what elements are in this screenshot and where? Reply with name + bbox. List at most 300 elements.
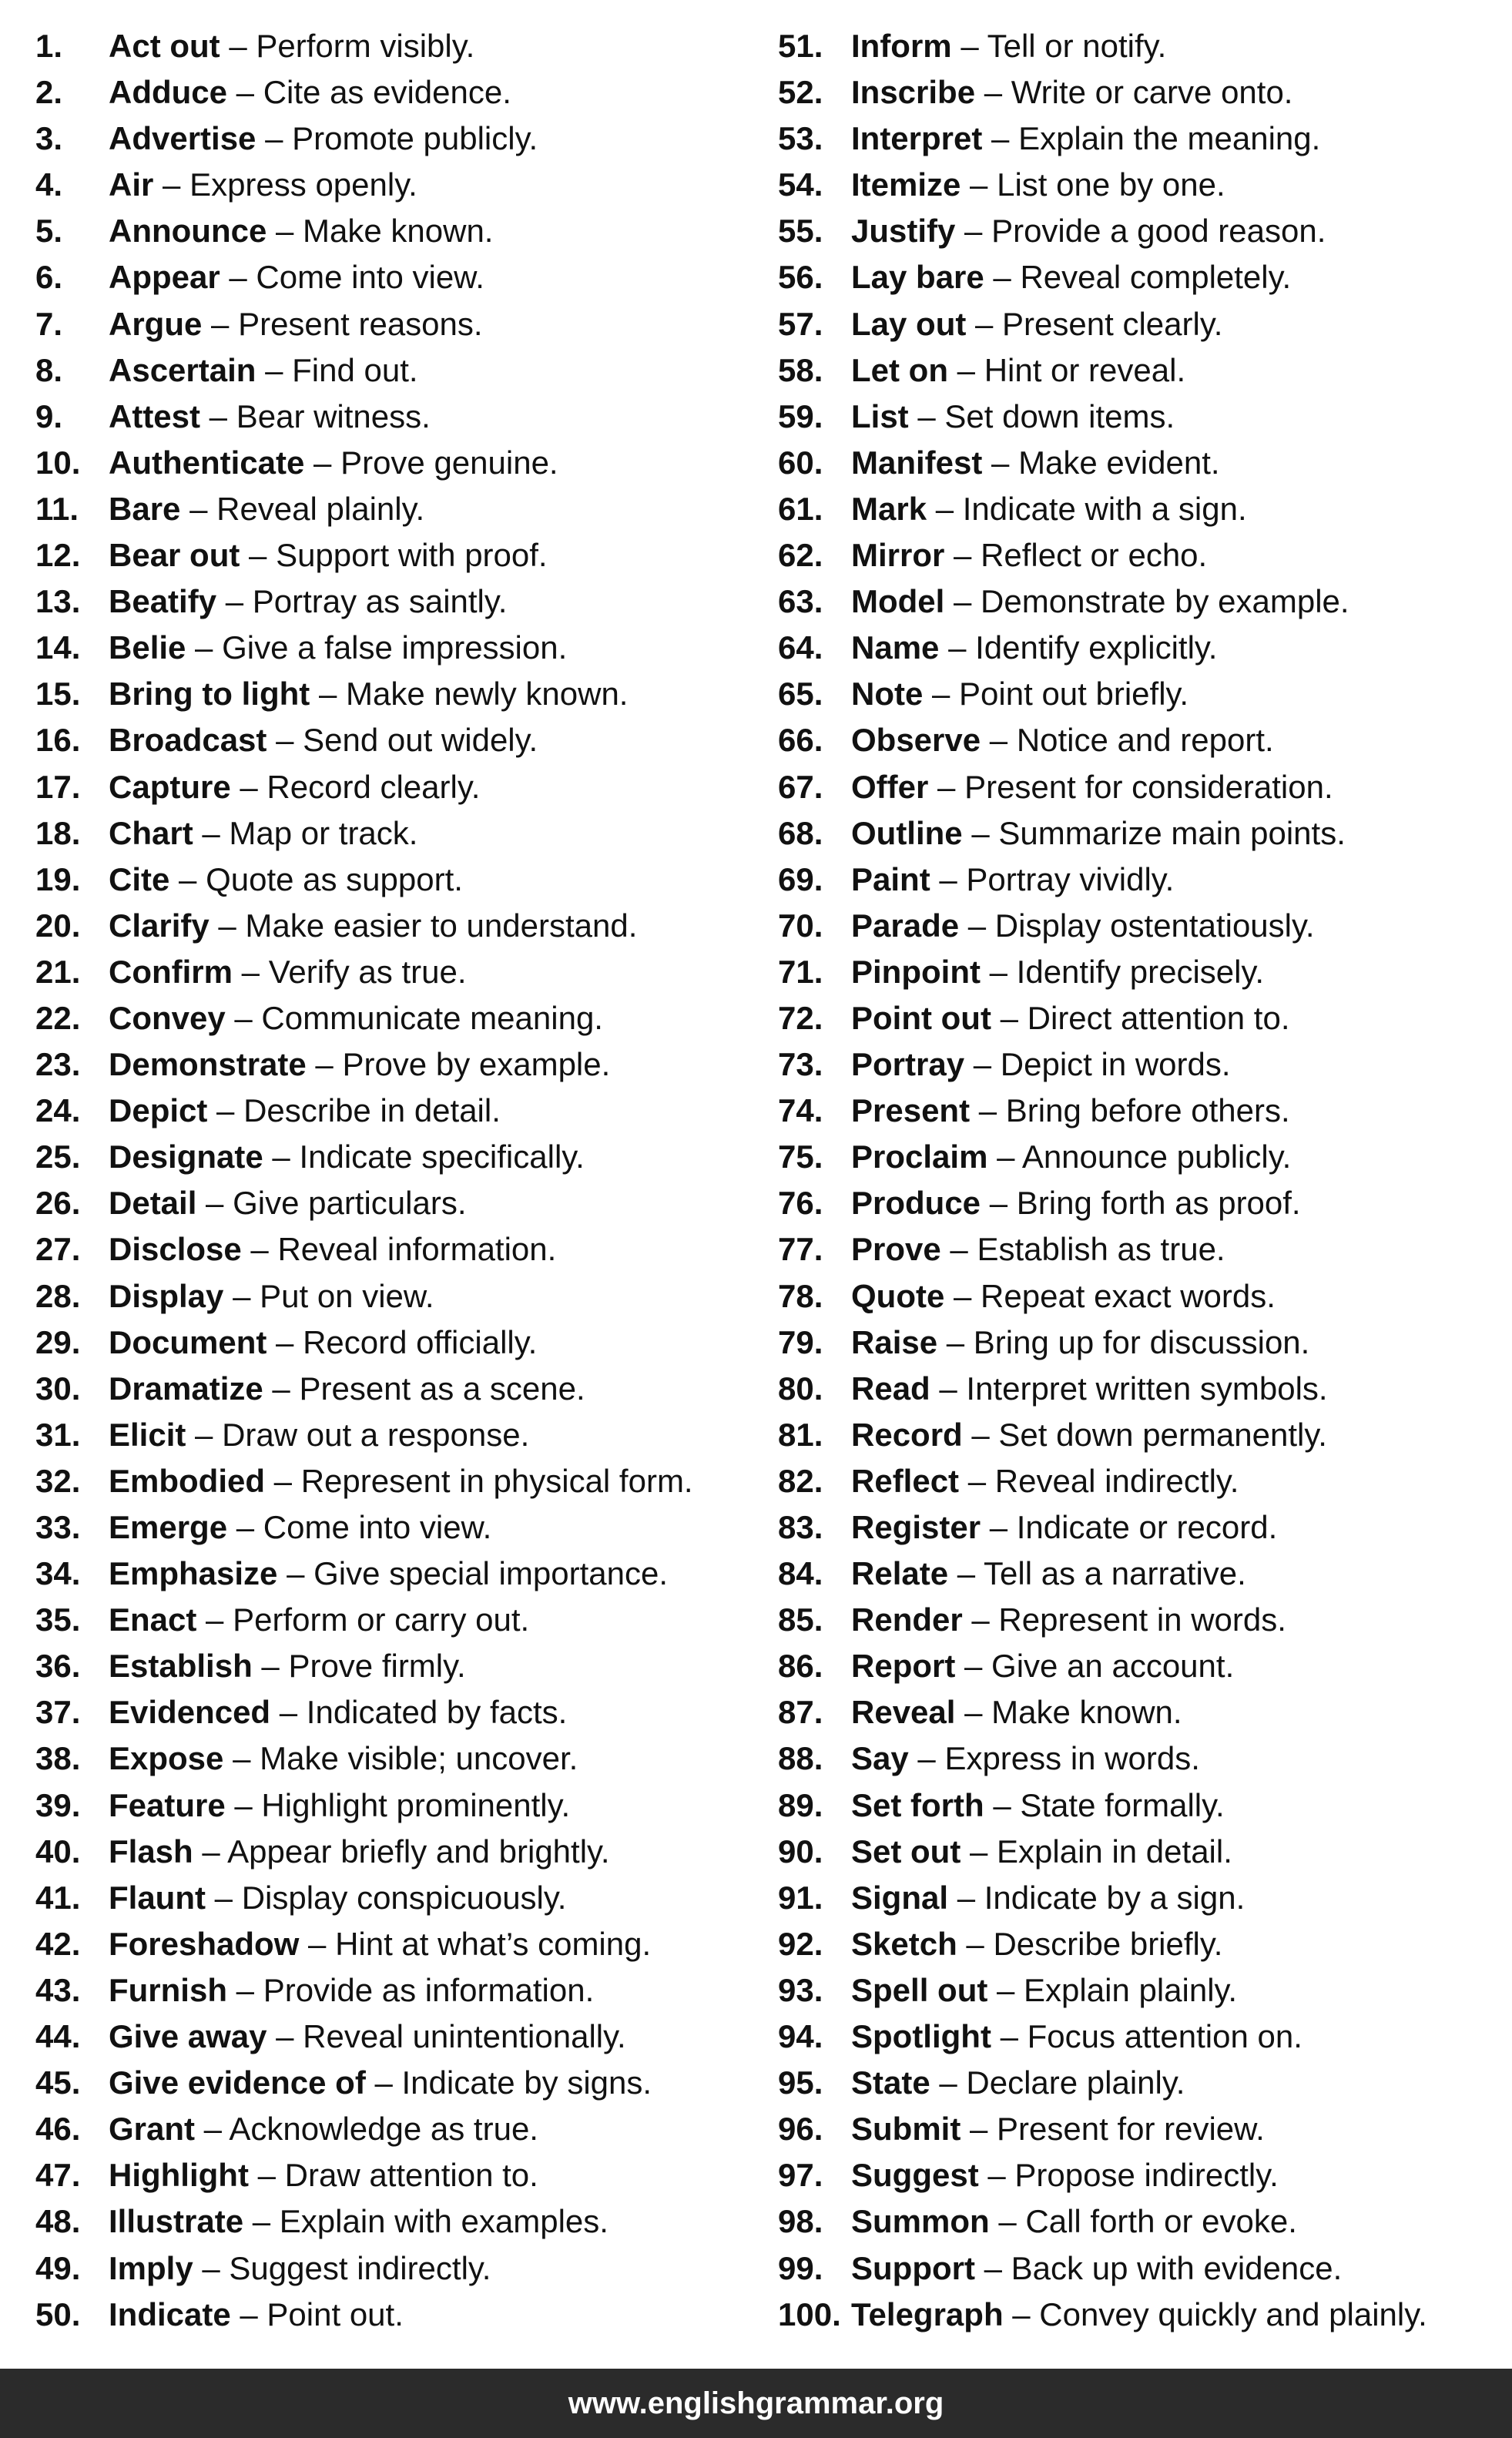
item-definition: Portray vividly. (966, 860, 1175, 897)
item-term: Submit (851, 2111, 961, 2148)
item-term: Disclose (109, 1231, 242, 1268)
item-separator: – (304, 444, 341, 481)
item-number: 100. (778, 2295, 841, 2332)
list-item (35, 949, 775, 995)
item-separator: – (180, 490, 217, 527)
item-content (109, 162, 417, 208)
list-item (35, 2245, 775, 2292)
item-content (109, 254, 484, 300)
item-number: 57. (778, 305, 823, 342)
list-item (35, 857, 775, 903)
list-item (778, 486, 1512, 532)
item-number: 29. (35, 1323, 81, 1360)
item-term: Name (851, 629, 940, 666)
list-item (35, 625, 775, 671)
item-term: Indicate (109, 2295, 231, 2332)
item-number: 89. (778, 1786, 823, 1823)
item-definition: Bring before others. (1005, 1092, 1290, 1129)
item-separator: – (981, 722, 1017, 759)
list-item (35, 2106, 775, 2152)
item-term: Bring to light (109, 676, 310, 713)
list-item (778, 1458, 1512, 1504)
list-item (35, 1597, 775, 1643)
item-number: 70. (778, 907, 823, 944)
item-separator: – (223, 1740, 260, 1777)
item-content (851, 1458, 1239, 1504)
item-definition: Bring forth as proof. (1016, 1185, 1301, 1222)
item-term: Document (109, 1323, 267, 1360)
item-separator: – (220, 28, 256, 64)
item-content (109, 2198, 608, 2245)
item-definition: State formally. (1020, 1786, 1225, 1823)
list-item (35, 347, 775, 394)
item-definition: Find out. (292, 351, 418, 388)
list-item (778, 1180, 1512, 1226)
list-item (778, 578, 1512, 625)
item-separator: – (241, 1231, 278, 1268)
item-content (109, 2292, 404, 2338)
item-content (851, 1226, 1225, 1273)
item-term: Depict (109, 1092, 208, 1129)
item-definition: Indicated by facts. (306, 1694, 568, 1731)
item-number: 3. (35, 120, 63, 157)
item-definition: Point out. (267, 2295, 404, 2332)
item-content (851, 1782, 1225, 1829)
item-content (851, 440, 1220, 486)
item-content (109, 995, 603, 1041)
item-separator: – (961, 166, 997, 203)
item-content (109, 1735, 578, 1782)
item-content (109, 1412, 529, 1458)
list-item (778, 1597, 1512, 1643)
list-item (35, 2060, 775, 2106)
item-definition: Give a false impression. (222, 629, 568, 666)
item-definition: Explain with examples. (279, 2203, 608, 2240)
item-separator: – (270, 1694, 307, 1731)
item-term: Give away (109, 2018, 267, 2055)
item-term: Offer (851, 768, 929, 805)
item-term: Furnish (109, 1971, 227, 2008)
item-definition: Suggest indirectly. (229, 2249, 491, 2286)
item-definition: Bring up for discussion. (973, 1323, 1310, 1360)
list-item (35, 1551, 775, 1597)
list-item (778, 764, 1512, 810)
list-item (778, 116, 1512, 162)
list-item (35, 301, 775, 347)
item-separator: – (980, 953, 1017, 990)
item-content (109, 347, 418, 394)
item-number: 30. (35, 1370, 81, 1407)
item-definition: Point out briefly. (959, 676, 1189, 713)
item-number: 15. (35, 676, 81, 713)
item-definition: Make newly known. (345, 676, 629, 713)
item-content (109, 764, 480, 810)
item-separator: – (195, 2111, 230, 2148)
item-content (109, 2106, 538, 2152)
list-item (35, 1875, 775, 1921)
list-item (35, 717, 775, 763)
item-term: Summon (851, 2203, 990, 2240)
list-item (35, 1967, 775, 2014)
item-definition: Perform visibly. (256, 28, 475, 64)
item-term: Manifest (851, 444, 983, 481)
item-term: Embodied (109, 1462, 266, 1499)
item-definition: Focus attention on. (1027, 2018, 1302, 2055)
item-content (851, 903, 1315, 949)
item-separator: – (959, 907, 995, 944)
item-separator: – (243, 2203, 280, 2240)
list-item (778, 1134, 1512, 1180)
item-number: 34. (35, 1555, 81, 1592)
item-definition: Describe in detail. (243, 1092, 501, 1129)
list-item (778, 903, 1512, 949)
item-number: 75. (778, 1139, 823, 1175)
item-content (851, 486, 1247, 532)
item-content (109, 1551, 668, 1597)
list-item (35, 1643, 775, 1689)
item-separator: – (227, 1509, 263, 1545)
item-content (109, 1875, 566, 1921)
item-term: Suggest (851, 2157, 979, 2194)
list-item (35, 2292, 775, 2338)
list-item (778, 208, 1512, 254)
item-number: 98. (778, 2203, 823, 2240)
item-number: 52. (778, 74, 823, 111)
item-term: Record (851, 1416, 963, 1453)
item-separator: – (267, 722, 303, 759)
item-content (851, 2292, 1427, 2338)
item-term: Convey (109, 999, 226, 1036)
item-content (851, 2152, 1279, 2198)
item-definition: Set down items. (944, 397, 1175, 434)
item-content (851, 2106, 1265, 2152)
item-term: State (851, 2064, 930, 2101)
item-term: Bare (109, 490, 181, 527)
item-definition: Give particulars. (233, 1185, 467, 1222)
list-item (778, 1551, 1512, 1597)
item-term: Note (851, 676, 924, 713)
item-number: 24. (35, 1092, 81, 1129)
item-content (851, 578, 1349, 625)
item-separator: – (1003, 2295, 1040, 2332)
item-definition: Make easier to understand. (245, 907, 638, 944)
item-term: Emphasize (109, 1555, 278, 1592)
item-content (851, 1088, 1290, 1134)
item-separator: – (186, 1416, 223, 1453)
list-item (778, 1735, 1512, 1782)
list-item (778, 440, 1512, 486)
item-definition: Promote publicly. (292, 120, 538, 157)
list-item (778, 671, 1512, 717)
item-number: 86. (778, 1648, 823, 1685)
item-separator: – (267, 213, 303, 250)
item-term: Relate (851, 1555, 949, 1592)
item-term: List (851, 397, 909, 434)
item-definition: Set down permanently. (998, 1416, 1327, 1453)
item-separator: – (984, 259, 1021, 296)
list-item (778, 1088, 1512, 1134)
list-item (778, 625, 1512, 671)
item-separator: – (939, 629, 976, 666)
item-definition: Represent in physical form. (300, 1462, 693, 1499)
item-definition: Make known. (303, 213, 494, 250)
list-item (35, 903, 775, 949)
list-item (778, 995, 1512, 1041)
item-separator: – (233, 953, 269, 990)
list-item (778, 1829, 1512, 1875)
item-number: 49. (35, 2249, 81, 2286)
item-definition: Back up with evidence. (1011, 2249, 1343, 2286)
item-definition: Represent in words. (998, 1601, 1286, 1638)
item-definition: Acknowledge as true. (229, 2111, 538, 2148)
item-separator: – (930, 1370, 967, 1407)
item-separator: – (962, 1416, 999, 1453)
item-content (109, 301, 483, 347)
item-definition: Make evident. (1018, 444, 1220, 481)
item-separator: – (981, 1509, 1017, 1545)
item-separator: – (930, 860, 967, 897)
item-number: 43. (35, 1971, 81, 2008)
list-item (35, 764, 775, 810)
item-content (851, 2014, 1302, 2060)
list-item (35, 1412, 775, 1458)
item-term: Broadcast (109, 722, 267, 759)
item-content (109, 857, 463, 903)
item-number: 61. (778, 490, 823, 527)
item-term: Telegraph (851, 2295, 1004, 2332)
list-item (778, 717, 1512, 763)
item-definition: Present reasons. (238, 305, 483, 342)
item-separator: – (928, 768, 965, 805)
item-separator: – (991, 999, 1028, 1036)
item-term: Feature (109, 1786, 226, 1823)
item-number: 50. (35, 2295, 81, 2332)
item-separator: – (948, 1879, 984, 1916)
item-term: Observe (851, 722, 981, 759)
item-number: 5. (35, 213, 63, 250)
item-content (851, 254, 1291, 300)
item-definition: Present for review. (997, 2111, 1265, 2148)
list-item (35, 208, 775, 254)
item-term: Parade (851, 907, 960, 944)
item-separator: – (186, 629, 223, 666)
item-number: 71. (778, 953, 823, 990)
item-number: 87. (778, 1694, 823, 1731)
item-content (109, 2245, 491, 2292)
list-item (778, 1041, 1512, 1088)
item-number: 36. (35, 1648, 81, 1685)
item-content (109, 23, 474, 69)
item-separator: – (209, 907, 246, 944)
list-item (35, 578, 775, 625)
item-content (109, 116, 538, 162)
item-definition: Provide as information. (263, 1971, 595, 2008)
item-term: Announce (109, 213, 267, 250)
item-content (109, 1458, 693, 1504)
item-content (851, 717, 1274, 763)
item-definition: Tell as a narrative. (984, 1555, 1246, 1592)
item-separator: – (193, 814, 230, 851)
item-separator: – (193, 1833, 228, 1870)
list-item (778, 1320, 1512, 1366)
item-content (851, 949, 1264, 995)
item-content (851, 625, 1217, 671)
item-content (109, 717, 538, 763)
item-content (851, 1551, 1246, 1597)
item-content (109, 949, 466, 995)
item-separator: – (987, 1971, 1024, 2008)
item-definition: Explain in detail. (997, 1833, 1232, 1870)
list-item (35, 1088, 775, 1134)
item-definition: Present for consideration. (964, 768, 1333, 805)
item-separator: – (975, 74, 1011, 111)
item-number: 76. (778, 1185, 823, 1222)
list-item (35, 532, 775, 578)
list-item (35, 1921, 775, 1967)
item-definition: Reflect or echo. (981, 537, 1208, 574)
item-content (109, 2060, 652, 2106)
list-item (35, 1735, 775, 1782)
item-content (109, 69, 511, 116)
item-term: Cite (109, 860, 170, 897)
item-definition: Make known. (991, 1694, 1182, 1731)
item-term: Beatify (109, 583, 217, 620)
item-separator: – (196, 1601, 233, 1638)
item-number: 42. (35, 1925, 81, 1962)
item-definition: Reveal information. (277, 1231, 557, 1268)
item-number: 80. (778, 1370, 823, 1407)
item-separator: – (984, 1786, 1021, 1823)
item-separator: – (265, 1462, 301, 1499)
item-term: Illustrate (109, 2203, 244, 2240)
item-content (851, 347, 1185, 394)
item-content (109, 1320, 537, 1366)
item-definition: Draw out a response. (222, 1416, 530, 1453)
item-number: 4. (35, 166, 63, 203)
item-number: 90. (778, 1833, 823, 1870)
list-item (35, 2152, 775, 2198)
list-item (35, 162, 775, 208)
list-item (778, 2106, 1512, 2152)
item-definition: Express in words. (944, 1740, 1200, 1777)
item-term: Itemize (851, 166, 961, 203)
item-term: Demonstrate (109, 1046, 307, 1083)
item-term: Set out (851, 1833, 961, 1870)
item-number: 2. (35, 74, 63, 111)
list-item (778, 857, 1512, 903)
item-number: 28. (35, 1277, 81, 1314)
list-item (778, 1643, 1512, 1689)
list-item (778, 69, 1512, 116)
item-number: 20. (35, 907, 81, 944)
item-content (109, 1088, 501, 1134)
item-separator: – (955, 1694, 992, 1731)
item-separator: – (991, 2018, 1028, 2055)
list-item (35, 1366, 775, 1412)
item-content (109, 625, 567, 671)
item-content (109, 1180, 467, 1226)
list-item (35, 2198, 775, 2245)
item-separator: – (982, 444, 1019, 481)
list-item (35, 394, 775, 440)
item-separator: – (962, 814, 999, 851)
item-definition: Bear witness. (236, 397, 431, 434)
item-term: Inscribe (851, 74, 976, 111)
item-term: Give evidence of (109, 2064, 366, 2101)
item-term: Grant (109, 2111, 196, 2148)
item-definition: Send out widely. (303, 722, 538, 759)
list-item (778, 2292, 1512, 2338)
item-content (851, 1041, 1231, 1088)
item-separator: – (256, 351, 293, 388)
item-number: 45. (35, 2064, 81, 2101)
item-content (851, 23, 1166, 69)
list-item (778, 2152, 1512, 2198)
item-content (851, 995, 1290, 1041)
item-term: Interpret (851, 120, 983, 157)
item-definition: Support with proof. (276, 537, 548, 574)
item-number: 72. (778, 999, 823, 1036)
list-item (778, 1921, 1512, 1967)
item-number: 99. (778, 2249, 823, 2286)
item-number: 18. (35, 814, 81, 851)
item-number: 84. (778, 1555, 823, 1592)
item-term: Outline (851, 814, 963, 851)
item-separator: – (930, 2064, 967, 2101)
item-separator: – (989, 2203, 1026, 2240)
item-term: Lay out (851, 305, 967, 342)
item-content (851, 764, 1333, 810)
list-item (35, 116, 775, 162)
item-content (109, 486, 424, 532)
list-item (778, 1273, 1512, 1320)
item-separator: – (959, 1462, 995, 1499)
item-content (851, 671, 1188, 717)
item-definition: Tell or notify. (987, 28, 1167, 64)
item-definition: Highlight prominently. (261, 1786, 571, 1823)
list-item (35, 995, 775, 1041)
item-separator: – (944, 537, 981, 574)
item-separator: – (310, 676, 346, 713)
item-number: 31. (35, 1416, 81, 1453)
item-term: Set forth (851, 1786, 984, 1823)
item-separator: – (207, 1092, 244, 1129)
item-separator: – (951, 28, 987, 64)
item-term: Lay bare (851, 259, 984, 296)
item-content (109, 671, 628, 717)
item-content (109, 2014, 626, 2060)
item-content (109, 1643, 466, 1689)
item-number: 47. (35, 2157, 81, 2194)
item-term: Render (851, 1601, 963, 1638)
item-definition: List one by one. (997, 166, 1225, 203)
list-item (778, 1226, 1512, 1273)
item-definition: Indicate with a sign. (962, 490, 1247, 527)
item-term: Dramatize (109, 1370, 263, 1407)
item-content (851, 1921, 1222, 1967)
item-separator: – (256, 120, 293, 157)
item-separator: – (202, 305, 239, 342)
item-content (851, 1273, 1276, 1320)
item-number: 79. (778, 1323, 823, 1360)
item-term: Elicit (109, 1416, 186, 1453)
item-content (109, 1921, 651, 1967)
item-separator: – (987, 1139, 1022, 1175)
item-number: 67. (778, 768, 823, 805)
list-item (778, 254, 1512, 300)
item-definition: Indicate by signs. (401, 2064, 652, 2101)
item-number: 74. (778, 1092, 823, 1129)
